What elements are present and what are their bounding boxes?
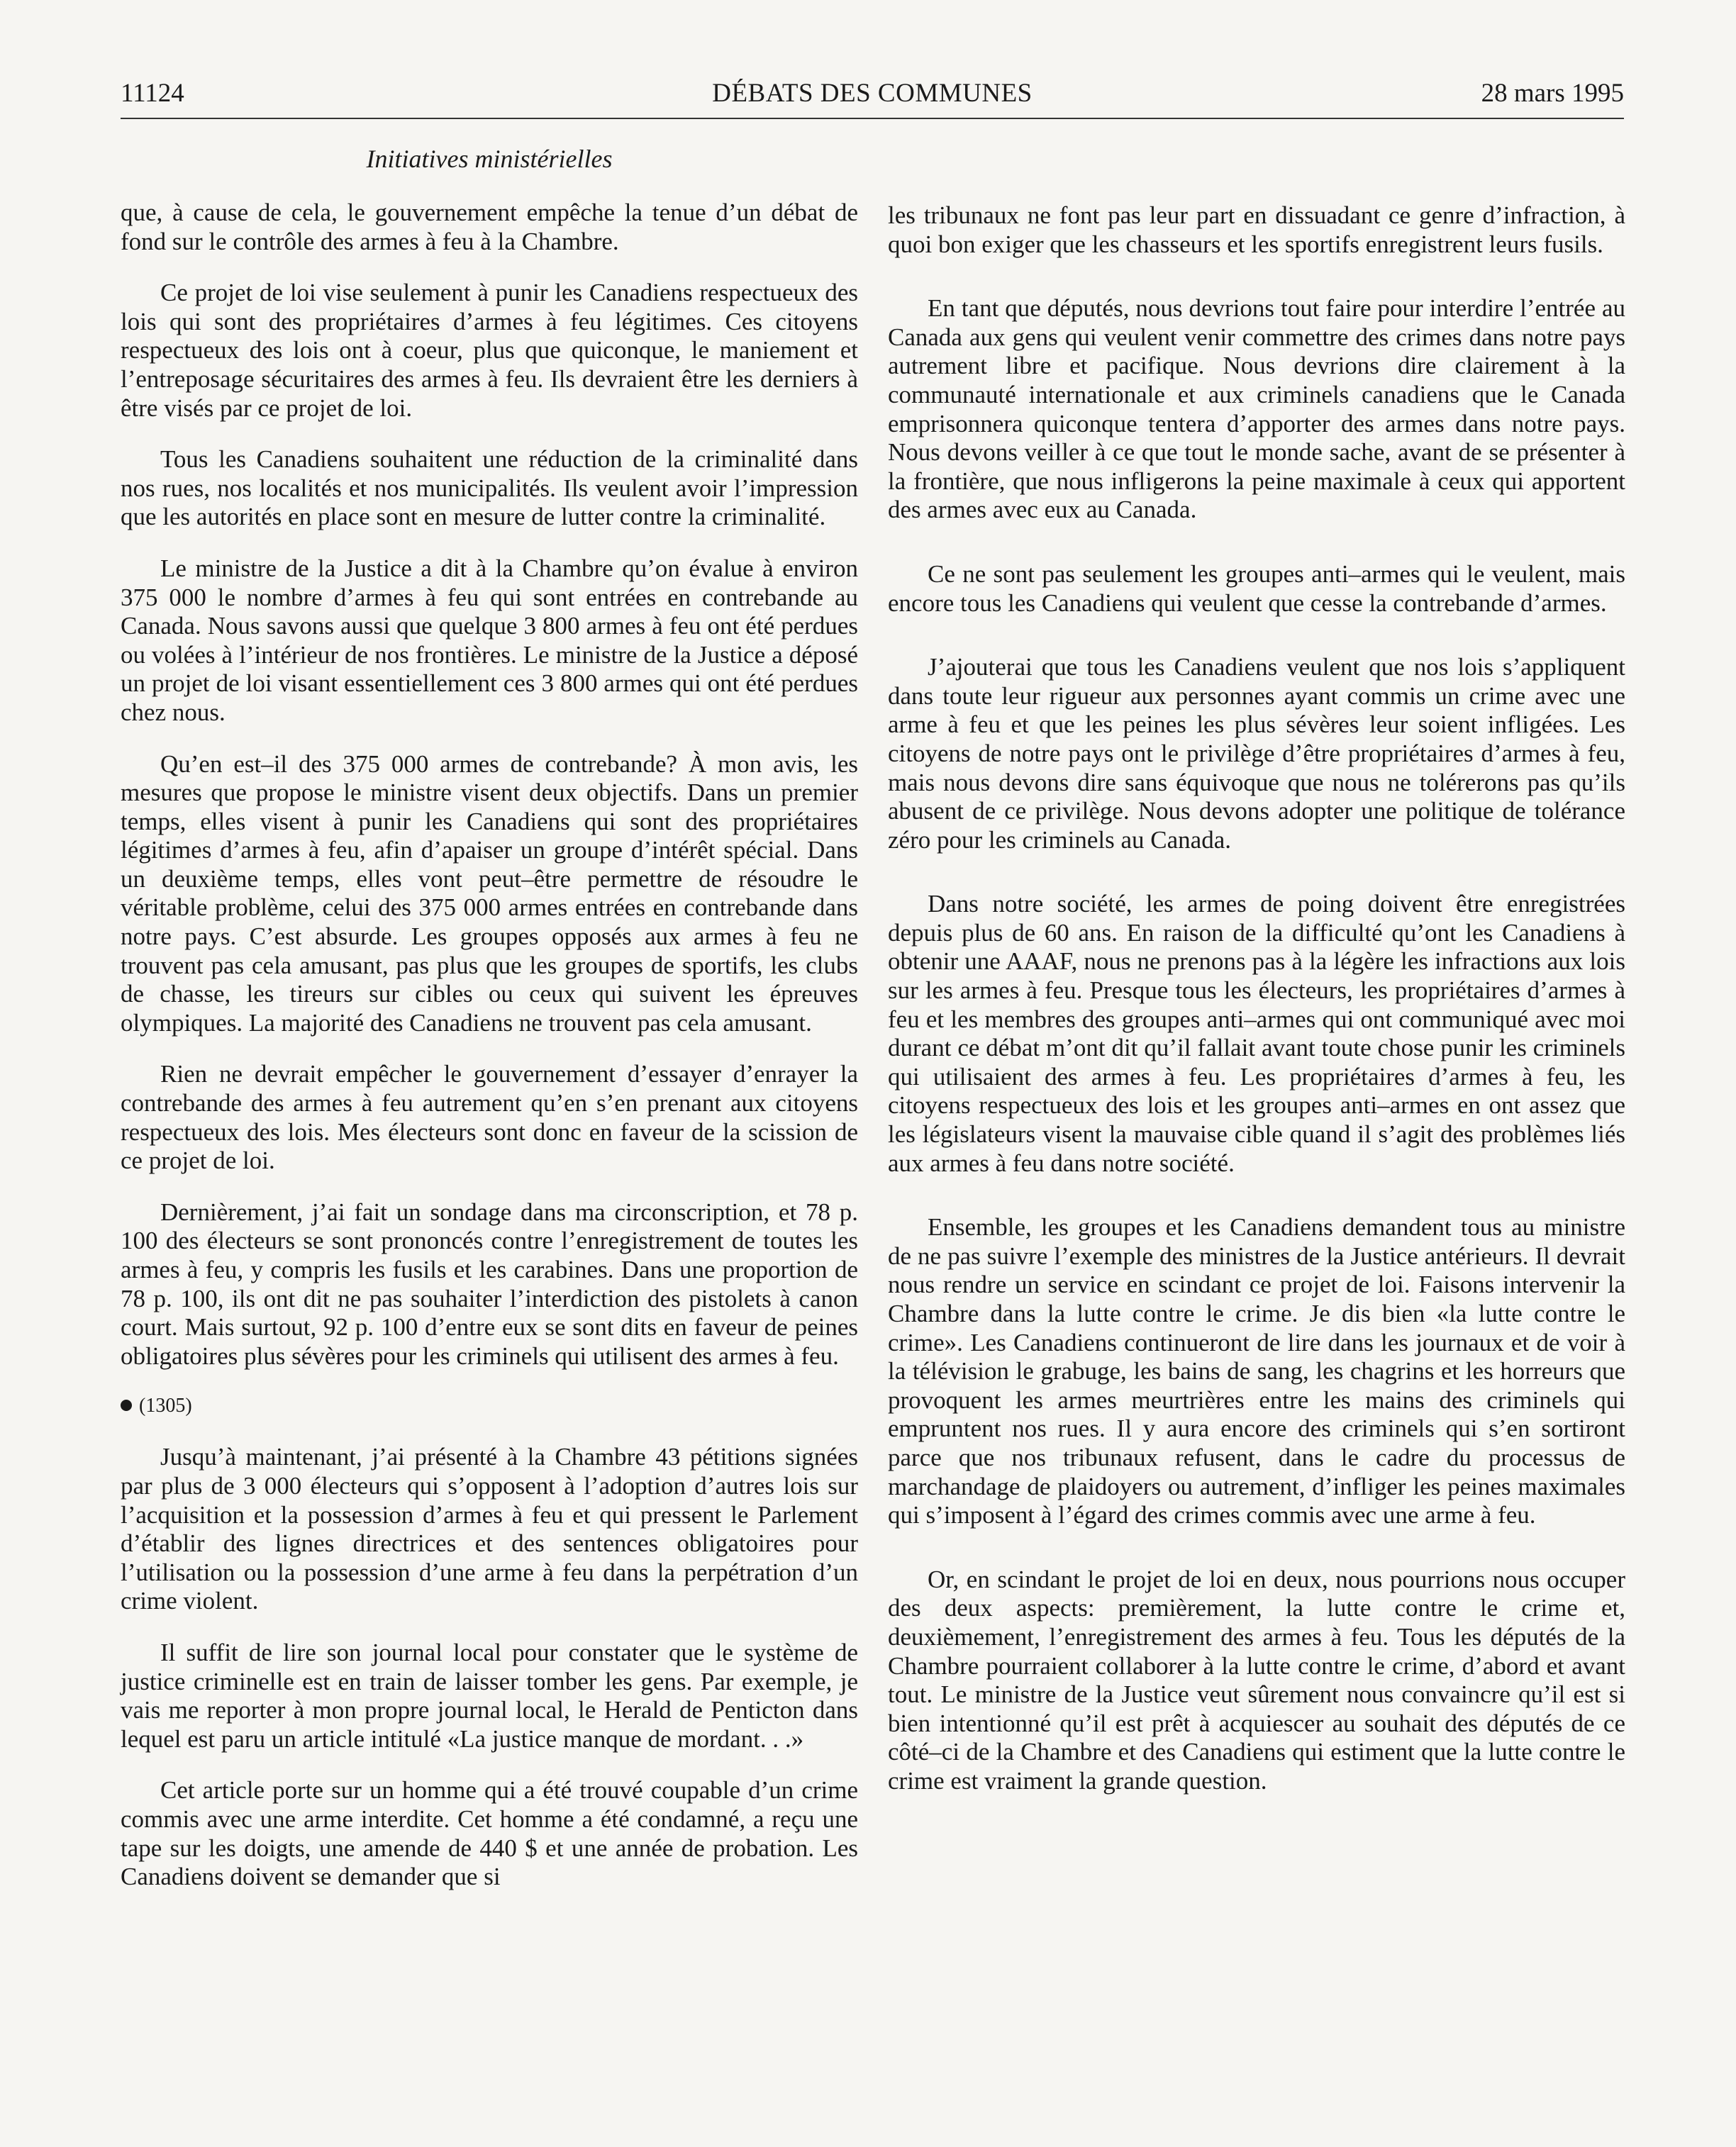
paragraph: Dans notre société, les armes de poing doivent être enregistrées depuis plus de 60 ans. En raison de la difficulté qu’ont les Canadiens à obtenir une AAAF, nous ne prenons pas à la légère les infractions aux lois sur les armes à feu. Presque tous les électeurs, les propriétaires d’armes à feu et les membres des groupes anti–armes qui ont communiqué avec moi durant ce débat m’ont dit qu’il fallait avant toute chose punir les criminels qui utilisaient des armes à feu. Les propriétaires d’armes à feu, les citoyens respectueux des lois et les groupes anti–armes en ont assez que les législateurs visent la mauvaise cible quand il s’agit des problèmes liés aux armes à feu dans notre société. (888, 890, 1625, 1177)
time-marker-label: (1305) (139, 1395, 192, 1417)
header-rule (121, 118, 1624, 119)
left-column (121, 199, 858, 1914)
bullet-icon (121, 1400, 132, 1411)
paragraph: Tous les Canadiens souhaitent une réduction de la criminalité dans nos rues, nos localités et nos municipalités. Ils veulent avoir l’impression que les autorités en place sont en mesure de lutter contre la criminalité. (121, 445, 858, 531)
paragraph: J’ajouterai que tous les Canadiens veulent que nos lois s’appliquent dans toute leur rigueur aux personnes ayant commis un crime avec une arme à feu et que les peines les plus sévères leur soient infligées. Les citoyens de notre pays ont le privilège d’être propriétaires d’armes à feu, mais nous devons dire sans équivoque que nous ne tolérerons pas qu’ils abusent de ce privilège. Nous devons adopter une politique de tolérance zéro pour les criminels au Canada. (888, 653, 1625, 854)
paragraph: que, à cause de cela, le gouvernement empêche la tenue d’un débat de fond sur le contrôle des armes à feu à la Chambre. (121, 199, 858, 255)
paragraph: les tribunaux ne font pas leur part en dissuadant ce genre d’infraction, à quoi bon exiger que les chasseurs et les sportifs enregistrent leurs fusils. (888, 201, 1625, 258)
publication-title: DÉBATS DES COMMUNES (712, 79, 1033, 108)
paragraph: Le ministre de la Justice a dit à la Chambre qu’on évalue à environ 375 000 le nombre d’armes à feu qui sont entrées en contrebande au Canada. Nous savons aussi que quelque 3 800 armes à feu ont été perdues ou volées à l’intérieur de nos frontières. Le ministre de la Justice a déposé un projet de loi visant essentiellement ces 3 800 armes qui ont été perdues chez nous. (121, 554, 858, 726)
paragraph: Dernièrement, j’ai fait un sondage dans ma circonscription, et 78 p. 100 des électeurs se sont prononcés contre l’enregistrement de toutes les armes à feu, y compris les fusils et les carabines. Dans une proportion de 78 p. 100, ils ont dit ne pas souhaiter l’interdiction des pistolets à canon court. Mais surtout, 92 p. 100 d’entre eux se sont dits en faveur de peines obligatoires plus sévères pour les criminels qui utilisent des armes à feu. (121, 1198, 858, 1370)
paragraph: En tant que députés, nous devrions tout faire pour interdire l’entrée au Canada aux gens qui veulent venir commettre des crimes dans notre pays autrement libre et pacifique. Nous devrions dire clairement à la communauté internationale et aux criminels canadiens que le Canada emprisonnera quiconque tentera d’apporter des armes dans notre pays. Nous devons veiller à ce que tout le monde sache, avant de se présenter à la frontière, que nous infligerons la peine maximale à ceux qui apportent des armes avec eux au Canada. (888, 294, 1625, 524)
section-heading: Initiatives ministérielles (366, 145, 613, 173)
paragraph: Cet article porte sur un homme qui a été trouvé coupable d’un crime commis avec une arme interdite. Cet homme a été condamné, a reçu une tape sur les doigts, une amende de 440 $ et une année de probation. Les Canadiens doivent se demander que si (121, 1776, 858, 1891)
time-marker (121, 1393, 858, 1419)
paragraph: Jusqu’à maintenant, j’ai présenté à la Chambre 43 pétitions signées par plus de 3 000 électeurs qui s’opposent à l’adoption d’autres lois sur l’acquisition et la possession d’armes à feu et qui pressent le Parlement d’établir des lignes directrices et des sentences obligatoires pour l’utilisation ou la possession d’une arme à feu dans la perpétration d’un crime violent. (121, 1443, 858, 1615)
paragraph: Ce ne sont pas seulement les groupes anti–armes qui le veulent, mais encore tous les Canadiens qui veulent que cesse la contrebande d’armes. (888, 559, 1625, 617)
running-header (121, 71, 1624, 116)
paragraph: Ce projet de loi vise seulement à punir les Canadiens respectueux des lois qui sont des propriétaires d’armes à feu légitimes. Ces citoyens respectueux des lois ont à coeur, plus que quiconque, le maniement et l’entreposage sécuritaires des armes à feu. Ils devraient être les derniers à être visés par ce projet de loi. (121, 279, 858, 422)
paragraph: Ensemble, les groupes et les Canadiens demandent tous au ministre de ne pas suivre l’exemple des ministres de la Justice antérieurs. Il devrait nous rendre un service en scindant ce projet de loi. Faisons intervenir la Chambre dans la lutte contre le crime. Je dis bien «la lutte contre le crime». Les Canadiens continueront de lire dans les journaux et de voir à la télévision le grabuge, les bains de sang, les chagrins et les horreurs que provoquent les armes meurtrières entre les mains des criminels qui empruntent nos rues. Il y aura encore des criminels qui s’en sortiront parce que nos tribunaux refusent, dans le cadre du processus de marchandage de plaidoyers ou autrement, d’infliger les peines maximales qui s’imposent à l’égard des crimes commis avec une arme à feu. (888, 1213, 1625, 1529)
hansard-page (121, 71, 1624, 2113)
paragraph: Il suffit de lire son journal local pour constater que le système de justice criminelle est en train de laisser tomber les gens. Par exemple, je vais me reporter à mon propre journal local, le Herald de Penticton dans lequel est paru un article intitulé «La justice manque de mordant. . .» (121, 1638, 858, 1753)
paragraph: Rien ne devrait empêcher le gouvernement d’essayer d’enrayer la contrebande des armes à feu autrement qu’en s’en prenant aux citoyens respectueux des lois. Mes électeurs sont donc en faveur de la scission de ce projet de loi. (121, 1060, 858, 1175)
paragraph: Or, en scindant le projet de loi en deux, nous pourrions nous occuper des deux aspects: premièrement, la lutte contre le crime et, deuxièmement, l’enregistrement des armes à feu. Tous les députés de la Chambre pourraient collaborer à la lutte contre le crime, d’abord et avant tout. Le ministre de la Justice veut sûrement nous convaincre qu’il est si bien intentionné qu’il est prêt à acquiescer au souhait des députés de ce côté–ci de la Chambre et des Canadiens qui estiment que la lutte contre le crime est vraiment la grande question. (888, 1565, 1625, 1795)
publication-date: 28 mars 1995 (1481, 79, 1624, 108)
paragraph: Qu’en est–il des 375 000 armes de contrebande? À mon avis, les mesures que propose le ministre visent deux objectifs. Dans un premier temps, elles visent à punir les Canadiens qui sont des propriétaires légitimes d’armes à feu, afin d’apaiser un groupe d’intérêt spécial. Dans un deuxième temps, elles vont peut–être permettre de résoudre le véritable problème, celui des 375 000 armes entrées en contrebande dans notre pays. C’est absurde. Les groupes opposés aux armes à feu ne trouvent pas cela amusant, pas plus que les groupes de sportifs, les clubs de chasse, les tireurs sur cibles ou ceux qui suivent les épreuves olympiques. La majorité des Canadiens ne trouvent pas cela amusant. (121, 749, 858, 1037)
right-column (888, 201, 1625, 1831)
page-number: 11124 (121, 79, 184, 108)
